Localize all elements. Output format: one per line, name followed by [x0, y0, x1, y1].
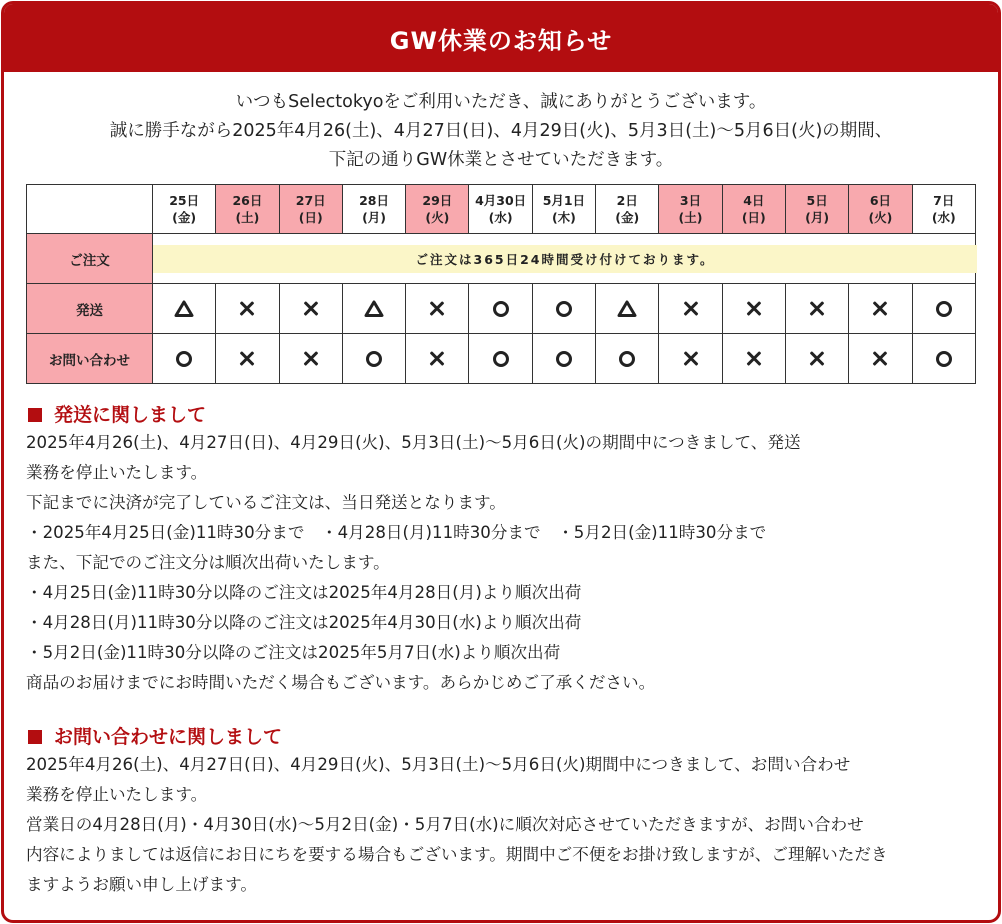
- day-header-cell: [596, 185, 659, 234]
- circle-icon: [934, 349, 954, 369]
- shipping-line: ・5月2日(金)11時30分以降のご注文は2025年5月7日(水)より順次出荷: [26, 643, 561, 662]
- day-date: 6日: [869, 193, 892, 208]
- status-cell: [469, 284, 532, 334]
- shipping-section-title: [26, 402, 986, 428]
- notice-title: GW休業のお知らせ: [389, 26, 613, 55]
- day-date: 2日: [616, 193, 638, 208]
- status-cell: [785, 334, 848, 384]
- status-cell: [912, 284, 975, 334]
- circle-icon: [934, 299, 954, 319]
- inquiry-body: [26, 750, 986, 900]
- intro-line: いつもSelectokyoをご利用いただき、誠にありがとうございます。: [235, 92, 767, 112]
- day-header-cell: [659, 185, 722, 234]
- schedule-header-row: [27, 185, 976, 234]
- circle-icon: [174, 349, 194, 369]
- cross-icon: [237, 349, 257, 369]
- day-date: 25日: [169, 193, 200, 208]
- day-date: 28日: [359, 193, 389, 208]
- cross-icon: [237, 299, 257, 319]
- day-header-cell: [785, 185, 848, 234]
- day-weekday: (日): [741, 210, 766, 225]
- inquiry-line: 業務を停止いたします。: [26, 785, 208, 804]
- shipping-line: ・4月25日(金)11時30分以降のご注文は2025年4月28日(月)より順次出荷: [26, 583, 582, 602]
- day-header-cell: [469, 185, 532, 234]
- day-date: 26日: [232, 193, 263, 208]
- inquiry-line: 内容によりましては返信にお日にちを要する場合もございます。期間中ご不便をお掛け致しますが、ご理解いただき: [26, 845, 888, 864]
- circle-icon: [364, 349, 384, 369]
- circle-icon: [491, 299, 511, 319]
- intro-text: [4, 88, 998, 175]
- intro-line: 下記の通りGW休業とさせていただきます。: [328, 150, 674, 170]
- day-header-cell: [279, 185, 342, 234]
- inquiry-line: 2025年4月26(土)、4月27日(日)、4月29日(火)、5月3日(土)〜5月6日(火)期間中につきまして、お問い合わせ: [26, 755, 851, 774]
- status-cell: [406, 334, 469, 384]
- day-weekday: (水): [488, 210, 513, 225]
- shipping-row-label: 発送: [27, 284, 153, 334]
- cross-icon: [870, 299, 890, 319]
- cross-icon: [427, 299, 447, 319]
- circle-icon: [554, 299, 574, 319]
- cross-icon: [744, 349, 764, 369]
- day-weekday: (日): [298, 210, 323, 225]
- day-weekday: (木): [551, 210, 576, 225]
- shipping-row: [27, 284, 976, 334]
- status-cell: [342, 334, 405, 384]
- cross-icon: [807, 349, 827, 369]
- status-cell: [279, 334, 342, 384]
- status-cell: [912, 334, 975, 384]
- day-header-cell: [153, 185, 216, 234]
- day-header-cell: [532, 185, 595, 234]
- order-row: [27, 234, 976, 284]
- status-cell: [849, 334, 912, 384]
- day-date: 5日: [806, 193, 828, 208]
- triangle-icon: [364, 299, 384, 319]
- status-cell: [406, 284, 469, 334]
- shipping-line: 商品のお届けまでにお時間いただく場合もございます。あらかじめご了承ください。: [26, 673, 656, 692]
- inquiry-row-label: お問い合わせ: [27, 334, 153, 384]
- cross-icon: [301, 299, 321, 319]
- shipping-title-text: 発送に関しまして: [54, 404, 207, 426]
- day-header-cell: [216, 185, 279, 234]
- cross-icon: [681, 299, 701, 319]
- shipping-line: ・4月28日(月)11時30分以降のご注文は2025年4月30日(水)より順次出荷: [26, 613, 582, 632]
- shipping-line: 2025年4月26(土)、4月27日(日)、4月29日(火)、5月3日(土)〜5月6日(火)の期間中につきまして、発送: [26, 433, 801, 452]
- notice-header: [4, 4, 998, 72]
- status-cell: [532, 284, 595, 334]
- circle-icon: [554, 349, 574, 369]
- inquiry-line: ますようお願い申し上げます。: [26, 875, 257, 894]
- inquiry-section-title: [26, 724, 986, 750]
- circle-icon: [617, 349, 637, 369]
- inquiry-row: [27, 334, 976, 384]
- status-cell: [785, 284, 848, 334]
- cross-icon: [301, 349, 321, 369]
- corner-cell: [27, 185, 153, 234]
- day-header-cell: [342, 185, 405, 234]
- day-date: 4日: [743, 193, 765, 208]
- day-header-cell: [722, 185, 785, 234]
- cross-icon: [870, 349, 890, 369]
- day-date: 27日: [295, 193, 326, 208]
- shipping-body: [26, 428, 986, 698]
- day-header-cell: [849, 185, 912, 234]
- status-cell: [659, 334, 722, 384]
- cross-icon: [807, 299, 827, 319]
- status-cell: [216, 334, 279, 384]
- cross-icon: [427, 349, 447, 369]
- status-cell: [153, 284, 216, 334]
- shipping-section: [26, 402, 986, 698]
- status-cell: [722, 284, 785, 334]
- status-cell: [659, 284, 722, 334]
- triangle-icon: [174, 299, 194, 319]
- status-cell: [469, 334, 532, 384]
- status-cell: [153, 334, 216, 384]
- order-cell: [153, 234, 976, 284]
- status-cell: [532, 334, 595, 384]
- day-date: 29日: [422, 193, 453, 208]
- status-cell: [722, 334, 785, 384]
- day-weekday: (月): [805, 210, 830, 225]
- inquiry-section: [26, 724, 986, 900]
- status-cell: [849, 284, 912, 334]
- day-weekday: (火): [868, 210, 893, 225]
- day-weekday: (水): [931, 210, 956, 225]
- status-cell: [596, 284, 659, 334]
- day-weekday: (土): [235, 210, 260, 225]
- day-date: 7日: [933, 193, 955, 208]
- status-cell: [279, 284, 342, 334]
- shipping-line: 下記までに決済が完了しているご注文は、当日発送となります。: [26, 493, 506, 512]
- intro-line: 誠に勝手ながら2025年4月26(土)、4月27日(日)、4月29日(火)、5月3日(土)〜5月6日(火)の期間、: [109, 121, 893, 141]
- day-date: 5月1日: [542, 193, 586, 208]
- schedule-table: [26, 184, 976, 384]
- day-header-cell: [406, 185, 469, 234]
- cross-icon: [744, 299, 764, 319]
- day-date: 3日: [679, 193, 702, 208]
- status-cell: [216, 284, 279, 334]
- circle-icon: [491, 349, 511, 369]
- status-cell: [596, 334, 659, 384]
- shipping-line: また、下記でのご注文分は順次出荷いたします。: [26, 553, 390, 572]
- status-cell: [342, 284, 405, 334]
- day-weekday: (金): [172, 210, 197, 225]
- order-row-label: ご注文: [27, 234, 153, 284]
- inquiry-title-text: お問い合わせに関しまして: [54, 726, 283, 748]
- inquiry-line: 営業日の4月28日(月)・4月30日(水)〜5月2日(金)・5月7日(水)に順次対応させていただきますが、お問い合わせ: [26, 815, 864, 834]
- square-bullet-icon: [28, 730, 42, 744]
- day-weekday: (月): [362, 210, 386, 225]
- square-bullet-icon: [28, 408, 42, 422]
- day-weekday: (火): [425, 210, 450, 225]
- cross-icon: [681, 349, 701, 369]
- day-weekday: (土): [678, 210, 703, 225]
- shipping-line: ・2025年4月25日(金)11時30分まで ・4月28日(月)11時30分まで ・5月2日(金)11時30分まで: [26, 523, 767, 542]
- order-note: ご注文は365日24時間受け付けております。: [153, 245, 977, 273]
- day-date: 4月30日: [475, 193, 527, 208]
- triangle-icon: [617, 299, 637, 319]
- day-header-cell: [912, 185, 975, 234]
- day-weekday: (金): [615, 210, 640, 225]
- notice-card: [1, 1, 1001, 923]
- shipping-line: 業務を停止いたします。: [26, 463, 208, 482]
